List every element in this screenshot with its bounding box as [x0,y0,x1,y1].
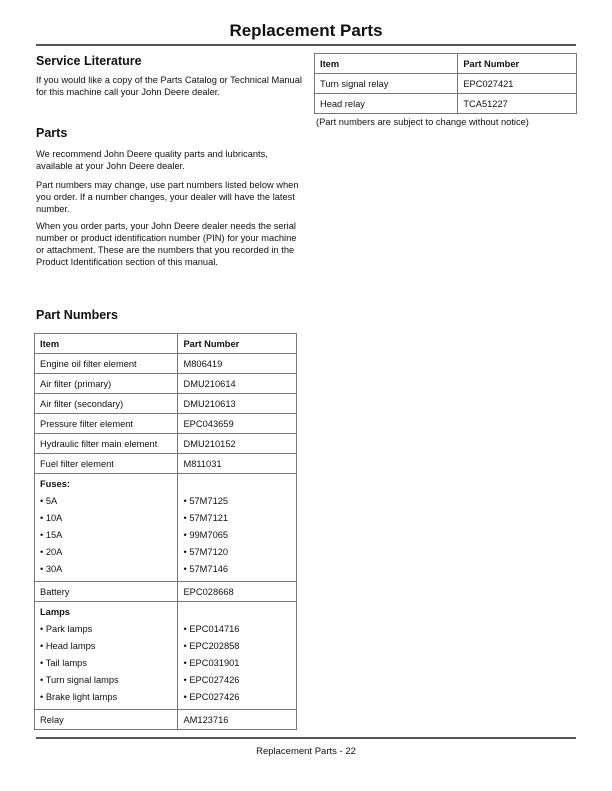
spacer [183,604,291,621]
page-footer: Replacement Parts - 22 [256,746,356,757]
title-divider [36,44,576,46]
item-cell: Engine oil filter element [35,354,178,374]
parts-heading: Parts [36,126,68,140]
relay-parts-table [314,53,577,114]
table-row [35,710,297,730]
column-header-item: Item [35,334,178,354]
fuses-label: Fuses: [40,479,70,489]
table-row [35,374,297,394]
lamp-part-number: • EPC027426 [183,675,240,685]
part-number-cell: DMU210614 [178,374,297,394]
item-cell: Battery [35,582,178,602]
spacer [183,476,291,493]
table-row [35,454,297,474]
service-literature-text: If you would like a copy of the Parts Catalog or Technical Manual for this machine call your John Deere dealer. [36,75,302,97]
part-number-cell: EPC028668 [178,582,297,602]
lamp-part-number: • EPC027426 [183,692,240,702]
lamp-item: • Head lamps [40,641,96,651]
table-header-row [35,334,297,354]
lamp-item: • Turn signal lamps [40,675,119,685]
part-number-cell: EPC027421 [458,74,577,94]
part-number-cell: AM123716 [178,710,297,730]
table-row [315,94,577,114]
part-number-cell: M806419 [178,354,297,374]
part-number-cell: EPC043659 [178,414,297,434]
table-header-row [315,54,577,74]
fuses-item-cell [35,474,178,582]
part-numbers-note: (Part numbers are subject to change without notice) [316,117,529,127]
part-numbers-table [34,333,297,730]
fuse-part-number: • 57M7120 [183,547,229,557]
item-cell: Air filter (secondary) [35,394,178,414]
page-title: Replacement Parts [229,21,383,40]
lamp-part-number: • EPC202858 [183,641,240,651]
part-numbers-heading: Part Numbers [36,308,118,322]
fuse-item: • 30A [40,564,63,574]
fuses-part-cell [178,474,297,582]
lamp-part-number: • EPC014716 [183,624,240,634]
item-cell: Pressure filter element [35,414,178,434]
fuse-item: • 10A [40,513,63,523]
table-row [35,434,297,454]
footer-divider [36,737,576,739]
table-row [35,582,297,602]
fuse-part-number: • 57M7121 [183,513,229,523]
column-header-part-number: Part Number [178,334,297,354]
service-literature-heading: Service Literature [36,54,142,68]
lamps-part-cell [178,602,297,710]
item-cell: Air filter (primary) [35,374,178,394]
item-cell: Hydraulic filter main element [35,434,178,454]
fuse-item: • 15A [40,530,63,540]
fuse-part-number: • 57M7146 [183,564,229,574]
fuse-part-number: • 57M7125 [183,496,229,506]
lamp-item: • Park lamps [40,624,93,634]
lamp-item: • Tail lamps [40,658,88,668]
parts-paragraph-3: When you order parts, your John Deere dealer needs the serial number or product identification number (PIN) for your machine or attachment. These are the numbers that you recorded in the Product Identification section of this manual. [36,221,297,267]
fuse-part-number: • 99M7065 [183,530,229,540]
item-cell: Fuel filter element [35,454,178,474]
column-header-part-number: Part Number [458,54,577,74]
table-row [315,74,577,94]
table-row [35,394,297,414]
part-number-cell: DMU210613 [178,394,297,414]
fuses-row [35,474,297,582]
part-number-cell: TCA51227 [458,94,577,114]
lamp-part-number: • EPC031901 [183,658,240,668]
parts-paragraph-1: We recommend John Deere quality parts and lubricants, available at your John Deere dealer. [36,149,268,171]
item-cell: Head relay [315,94,458,114]
column-header-item: Item [315,54,458,74]
part-number-cell: M811031 [178,454,297,474]
table-row [35,354,297,374]
item-cell: Turn signal relay [315,74,458,94]
lamps-row [35,602,297,710]
item-cell: Relay [35,710,178,730]
lamps-item-cell [35,602,178,710]
fuse-item: • 5A [40,496,58,506]
table-row [35,414,297,434]
part-number-cell: DMU210152 [178,434,297,454]
lamp-item: • Brake light lamps [40,692,118,702]
lamps-label: Lamps [40,607,70,617]
parts-paragraph-2: Part numbers may change, use part numbers listed below when you order. If a number changes, your dealer will have the latest number. [36,180,299,214]
fuse-item: • 20A [40,547,63,557]
